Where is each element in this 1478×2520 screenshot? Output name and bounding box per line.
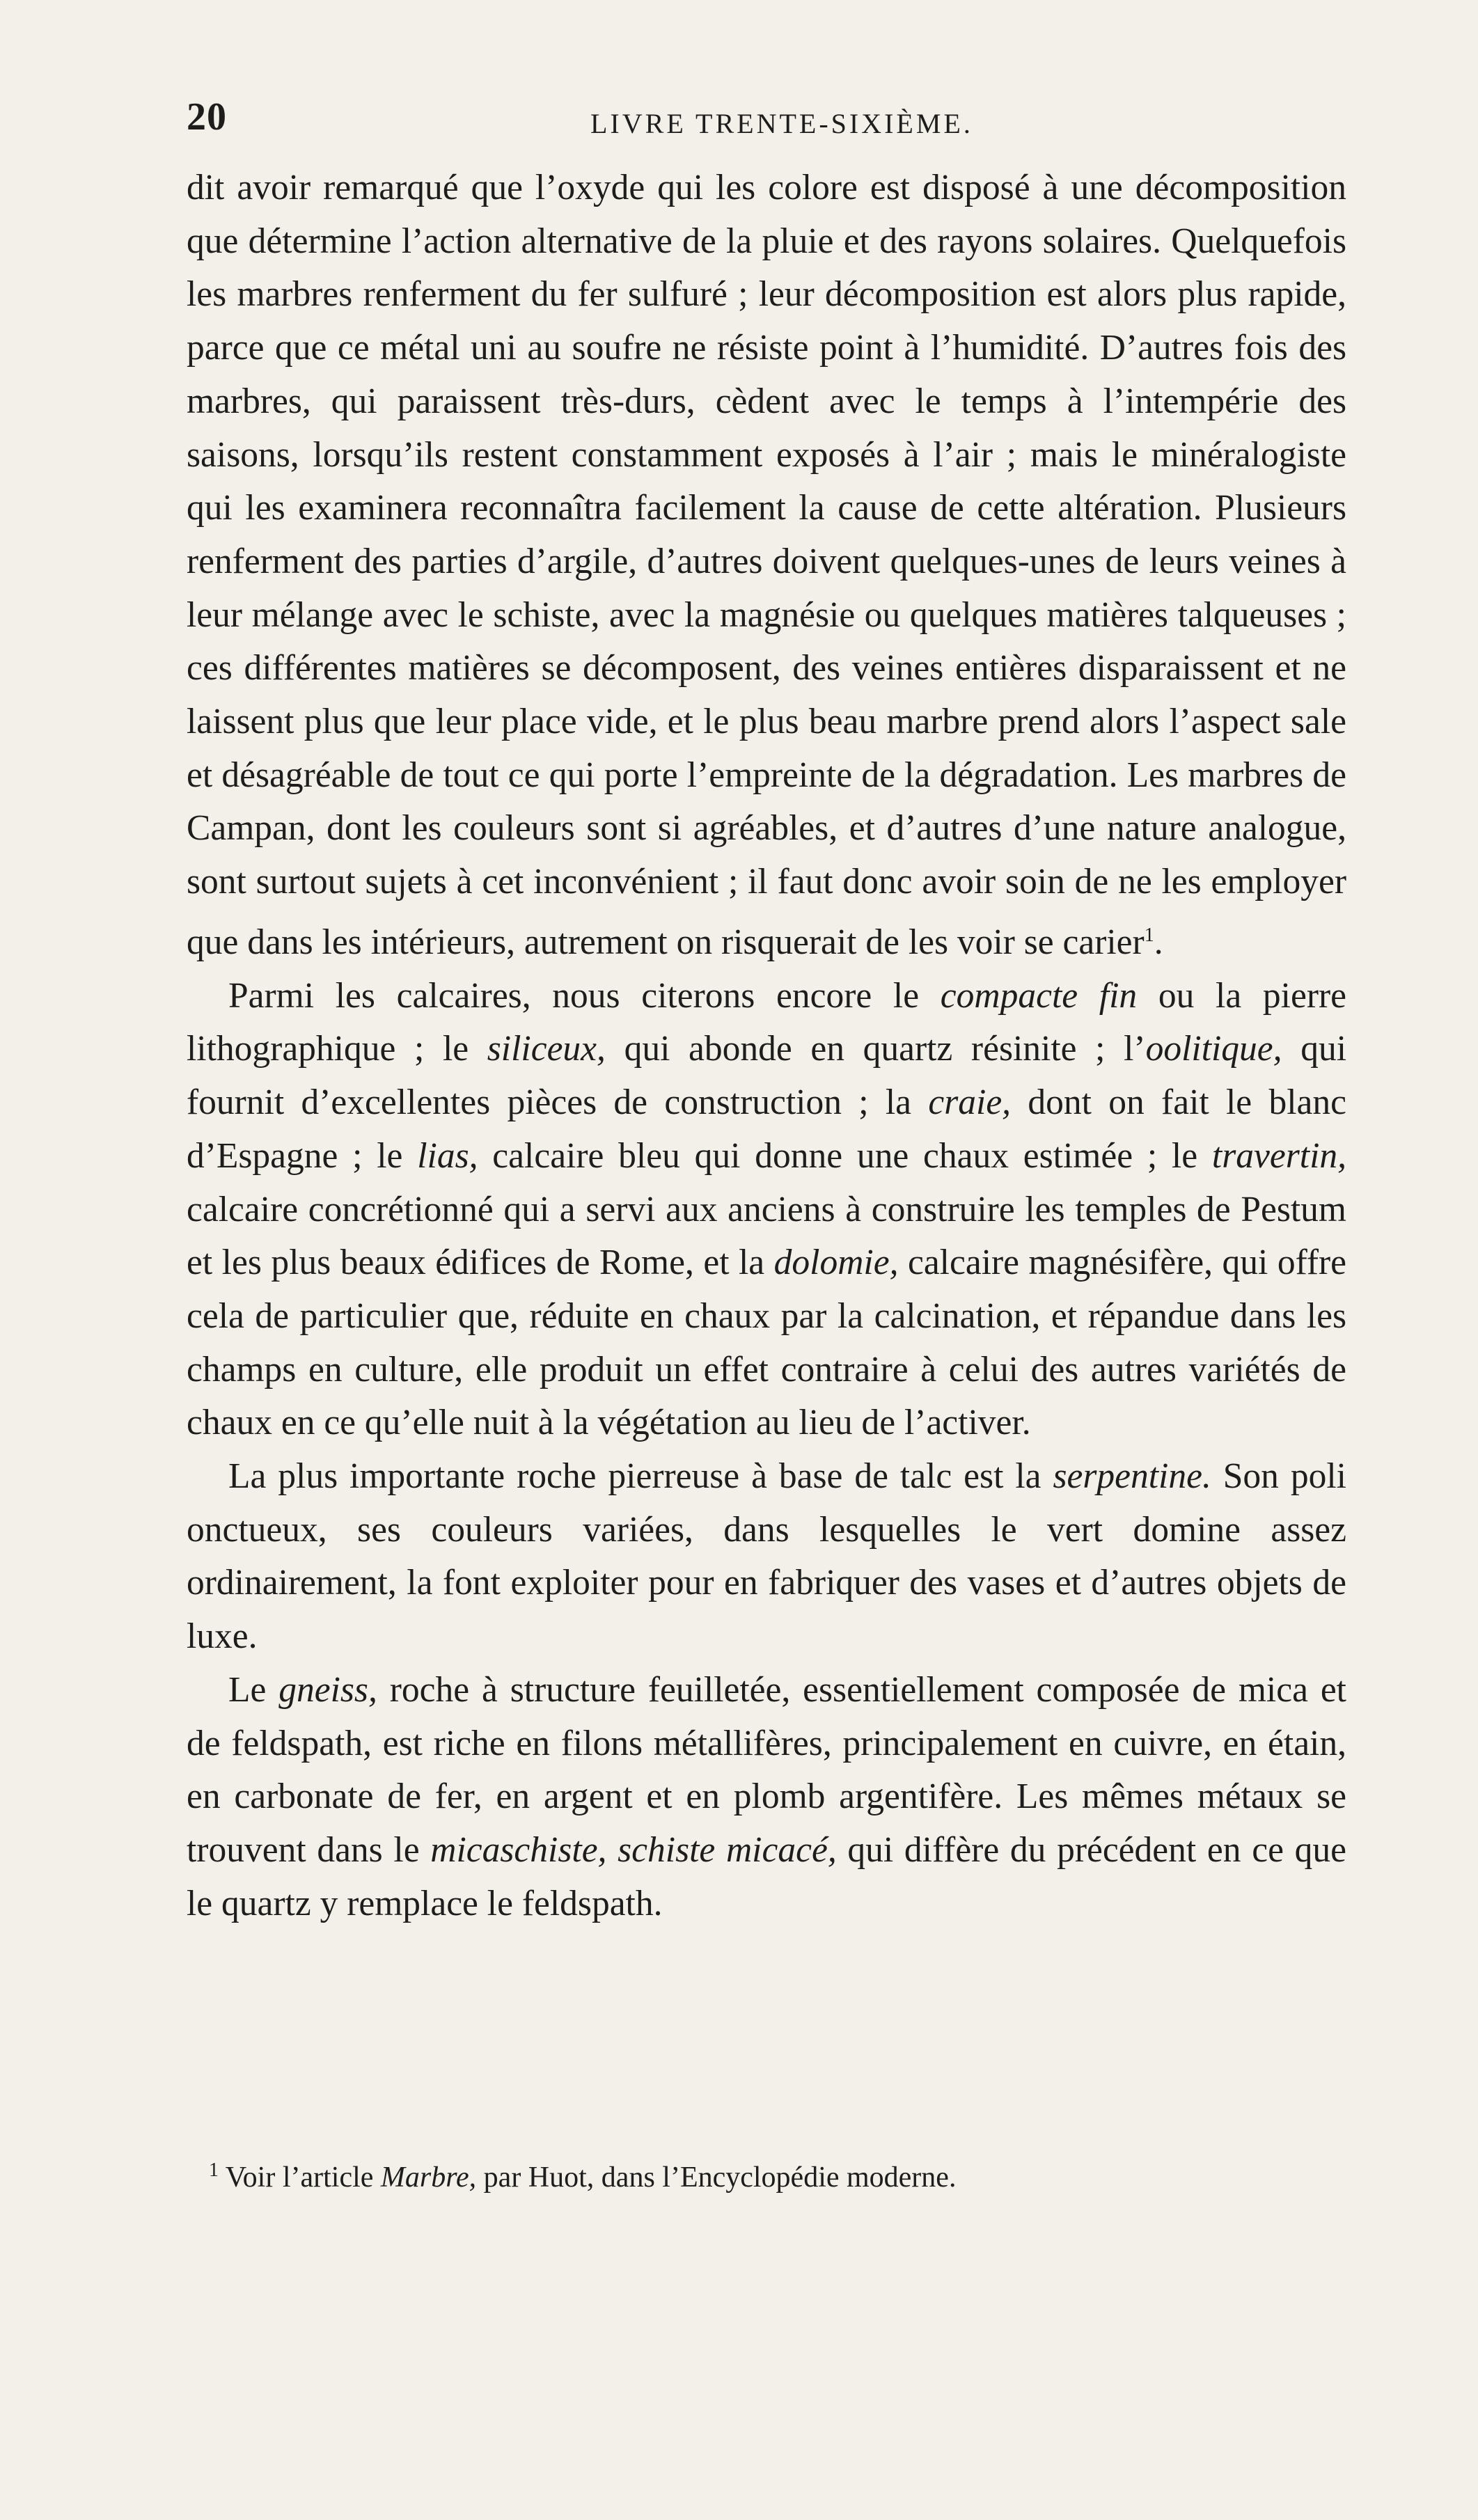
page-number: 20 (187, 95, 227, 139)
paragraph-2-part: dont on fait le blanc d’Espagne ; le (187, 1082, 1346, 1176)
term-siliceux: siliceux, (487, 1029, 606, 1069)
term-lias: lias, (417, 1135, 478, 1176)
paragraph-2-part: ou la pierre lithographique ; le (187, 975, 1346, 1069)
term-compacte-fin: compacte fin (940, 975, 1138, 1016)
paragraph-3-part: Son poli onctueux, ses couleurs variées, dans lesquelles le vert domine assez ordinairement, la font exploiter pour en fabriquer des vases et d’autres objets de luxe. (187, 1456, 1346, 1657)
paragraph-1-end: . (1154, 922, 1163, 962)
paragraph-2-part: Parmi les calcaires, nous citerons encore le (228, 975, 941, 1016)
footnote (209, 2151, 1323, 2197)
term-dolomie: dolomie, (773, 1243, 899, 1283)
footnote-reference: 1 (1144, 924, 1154, 946)
paragraph-2-part: calcaire bleu qui donne une chaux estimée ; le (478, 1135, 1212, 1176)
term-travertin: travertin, (1211, 1135, 1347, 1176)
footnote-italic-term: Marbre, (380, 2161, 477, 2194)
term-micaschiste: micaschiste, schiste micacé, (430, 1829, 837, 1870)
footnote-text-after: par Huot, dans l’Encyclopédie moderne. (476, 2161, 957, 2194)
paragraph-3 (187, 1450, 1346, 1664)
running-head: LIVRE TRENTE-SIXIÈME. (590, 108, 973, 139)
term-oolitique: oolitique, (1145, 1029, 1282, 1069)
footnote-mark: 1 (209, 2159, 219, 2181)
paragraph-2-part: qui abonde en quartz résinite ; l’ (605, 1029, 1146, 1069)
term-gneiss: gneiss, (278, 1669, 377, 1710)
term-craie: craie, (928, 1082, 1012, 1123)
term-serpentine: serpentine. (1053, 1456, 1211, 1497)
paragraph-1 (187, 162, 1346, 970)
paragraph-2 (187, 970, 1346, 1450)
paragraph-2-part: calcaire magnésifère, qui offre cela de particulier que, réduite en chaux par la calcination, et répandue dans les champs en culture, elle produit un effet contraire à celui des autres variétés de chaux en ce qu’elle nuit à la végétation au lieu de l’activer. (187, 1243, 1346, 1443)
body-text (187, 162, 1346, 1930)
paragraph-3-part: La plus importante roche pierreuse à base de talc est la (228, 1456, 1053, 1497)
paragraph-4-part: qui diffère du précédent en ce que le quartz y remplace le feldspath. (187, 1829, 1346, 1923)
paragraph-4 (187, 1664, 1346, 1931)
paragraph-2-part: calcaire concrétionné qui a servi aux anciens à construire les temples de Pestum et les plus beaux édifices de Rome, et la (187, 1189, 1346, 1283)
paragraph-2-part: qui fournit d’excellentes pièces de construction ; la (187, 1029, 1346, 1123)
paragraph-4-part: roche à structure feuilletée, essentiellement composée de mica et de feldspath, est riche en filons métallifères, principalement en cuivre, en étain, en carbonate de fer, en argent et en plomb argentifère. Les mêmes métaux se trouvent dans le (187, 1669, 1346, 1870)
footnote-text-before: Voir l’article (225, 2161, 381, 2194)
paragraph-1-text: dit avoir remarqué que l’oxyde qui les colore est disposé à une décomposition que détermine l’action alternative de la pluie et des rayons solaires. Quelquefois les marbres renferment du fer sulfuré ; leur décomposition est alors plus rapide, parce que ce métal uni au soufre ne résiste point à l’humidité. D’autres fois des marbres, qui paraissent très-durs, cèdent avec le temps à l’intempérie des saisons, lorsqu’ils restent constamment exposés à l’air ; mais le minéralogiste qui les examinera reconnaîtra facilement la cause de cette altération. Plusieurs renferment des parties d’argile, d’autres doivent quelques-unes de leurs veines à leur mélange avec le schiste, avec la magnésie ou quelques matières talqueuses ; ces différentes matières se décomposent, des veines entières disparaissent et ne laissent plus que leur place vide, et le plus beau marbre prend alors l’aspect sale et désagréable de tout ce qui porte l’empreinte de la dégradation. Les marbres de Campan, dont les couleurs sont si agréables, et d’autres d’une nature analogue, sont surtout sujets à cet inconvénient ; il faut donc avoir soin de ne les employer que dans les intérieurs, autrement on risquerait de les voir se carier (187, 168, 1346, 962)
paragraph-4-part: Le (228, 1669, 279, 1710)
page-header (187, 89, 1346, 152)
